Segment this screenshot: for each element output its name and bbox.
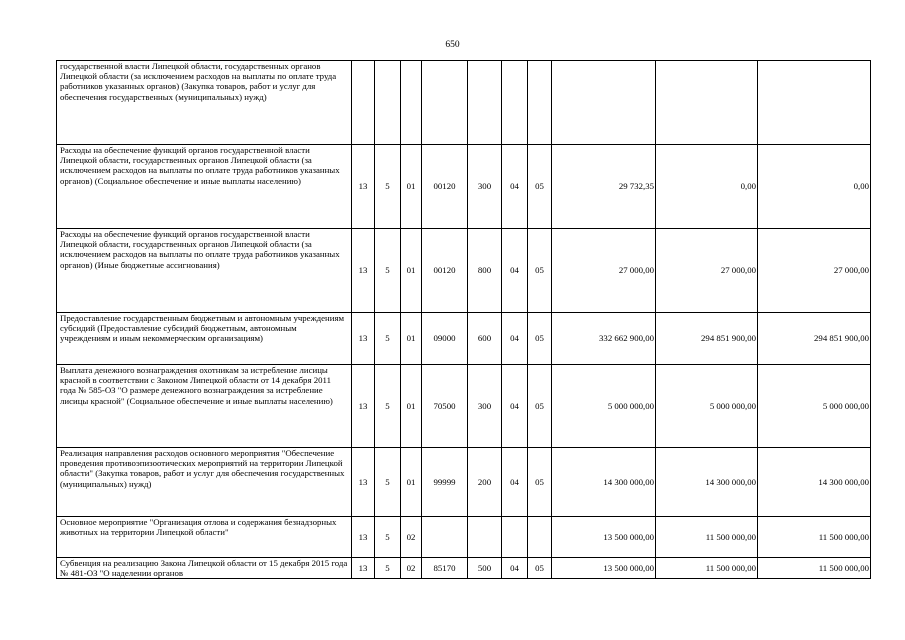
section-code: 13 [352,365,375,448]
division-code: 04 [502,365,528,448]
subprogram-code: 01 [401,229,422,313]
program-code: 5 [375,558,401,579]
subprogram-code: 01 [401,145,422,229]
subprogram-code [401,61,422,145]
expense-type-code [468,61,502,145]
table-row [57,61,871,145]
direction-code: 00120 [422,229,468,313]
row-description: Расходы на обеспечение функций органов государственной власти Липецкой области, государственных органов Липецкой области (за исключением расходов на выплаты по оплате труда работников указанных органов) (Социальное обеспечение и иные выплаты населению) [57,145,352,229]
direction-code: 99999 [422,448,468,517]
program-code [375,61,401,145]
program-code: 5 [375,229,401,313]
section-code: 13 [352,517,375,558]
subdivision-code: 05 [528,145,552,229]
subdivision-code: 05 [528,365,552,448]
section-code: 13 [352,313,375,365]
program-code: 5 [375,145,401,229]
division-code [502,517,528,558]
amount-year-1: 27 000,00 [552,229,656,313]
amount-year-1: 5 000 000,00 [552,365,656,448]
amount-year-1: 29 732,35 [552,145,656,229]
row-description: государственной власти Липецкой области, государственных органов Липецкой области (за исключением расходов на выплаты по оплате труда работников указанных органов) (Закупка товаров, работ и услуг для обеспечения государственных (муниципальных) нужд) [57,61,352,145]
page-number: 650 [445,40,460,50]
amount-year-2: 27 000,00 [656,229,758,313]
subdivision-code [528,517,552,558]
amount-year-1: 14 300 000,00 [552,448,656,517]
table-row [57,313,871,365]
amount-year-2: 11 500 000,00 [656,517,758,558]
subprogram-code: 02 [401,558,422,579]
expense-type-code: 300 [468,365,502,448]
amount-year-3: 294 851 900,00 [758,313,871,365]
table-row [57,558,871,579]
amount-year-3: 11 500 000,00 [758,558,871,579]
division-code: 04 [502,313,528,365]
division-code: 04 [502,229,528,313]
row-description: Реализация направления расходов основного мероприятия "Обеспечение проведения противоэпизоотических мероприятий на территории Липецкой области" (Закупка товаров, работ и услуг для обеспечения государственных (муниципальных) нужд) [57,448,352,517]
direction-code [422,517,468,558]
amount-year-2: 14 300 000,00 [656,448,758,517]
amount-year-2 [656,61,758,145]
expense-type-code: 300 [468,145,502,229]
amount-year-3 [758,61,871,145]
section-code: 13 [352,558,375,579]
direction-code [422,61,468,145]
amount-year-2: 0,00 [656,145,758,229]
table-row [57,448,871,517]
amount-year-3: 5 000 000,00 [758,365,871,448]
row-description: Основное мероприятие "Организация отлова и содержания безнадзорных животных на территории Липецкой области" [57,517,352,558]
subdivision-code [528,61,552,145]
row-description: Выплата денежного вознаграждения охотникам за истребление лисицы красной в соответствии с Законом Липецкой области от 14 декабря 2011 года № 585-ОЗ "О размере денежного вознаграждения за истребление лисицы красной" (Социальное обеспечение и иные выплаты населению) [57,365,352,448]
amount-year-2: 5 000 000,00 [656,365,758,448]
amount-year-1: 332 662 900,00 [552,313,656,365]
table-row [57,365,871,448]
budget-table [56,60,871,579]
subdivision-code: 05 [528,448,552,517]
row-description: Предоставление государственным бюджетным и автономным учреждениям субсидий (Предоставление субсидий бюджетным, автономным учреждениям и иным некоммерческим организациям) [57,313,352,365]
subprogram-code: 01 [401,448,422,517]
amount-year-1: 13 500 000,00 [552,558,656,579]
subprogram-code: 01 [401,313,422,365]
table-row [57,229,871,313]
division-code: 04 [502,448,528,517]
amount-year-3: 27 000,00 [758,229,871,313]
amount-year-3: 14 300 000,00 [758,448,871,517]
direction-code: 70500 [422,365,468,448]
direction-code: 00120 [422,145,468,229]
program-code: 5 [375,517,401,558]
direction-code: 85170 [422,558,468,579]
table-row [57,517,871,558]
division-code: 04 [502,145,528,229]
amount-year-3: 11 500 000,00 [758,517,871,558]
subprogram-code: 01 [401,365,422,448]
expense-type-code: 200 [468,448,502,517]
section-code: 13 [352,229,375,313]
row-description: Субвенция на реализацию Закона Липецкой области от 15 декабря 2015 года № 481-ОЗ "О наделении органов [57,558,352,579]
amount-year-2: 11 500 000,00 [656,558,758,579]
subdivision-code: 05 [528,229,552,313]
direction-code: 09000 [422,313,468,365]
table-row [57,145,871,229]
amount-year-1: 13 500 000,00 [552,517,656,558]
subprogram-code: 02 [401,517,422,558]
program-code: 5 [375,365,401,448]
row-description: Расходы на обеспечение функций органов государственной власти Липецкой области, государственных органов Липецкой области (за исключением расходов на выплаты по оплате труда работников указанных органов) (Иные бюджетные ассигнования) [57,229,352,313]
expense-type-code: 500 [468,558,502,579]
program-code: 5 [375,313,401,365]
section-code: 13 [352,448,375,517]
expense-type-code: 800 [468,229,502,313]
amount-year-1 [552,61,656,145]
section-code: 13 [352,145,375,229]
amount-year-3: 0,00 [758,145,871,229]
subdivision-code: 05 [528,558,552,579]
subdivision-code: 05 [528,313,552,365]
division-code [502,61,528,145]
division-code: 04 [502,558,528,579]
program-code: 5 [375,448,401,517]
section-code [352,61,375,145]
expense-type-code [468,517,502,558]
expense-type-code: 600 [468,313,502,365]
amount-year-2: 294 851 900,00 [656,313,758,365]
